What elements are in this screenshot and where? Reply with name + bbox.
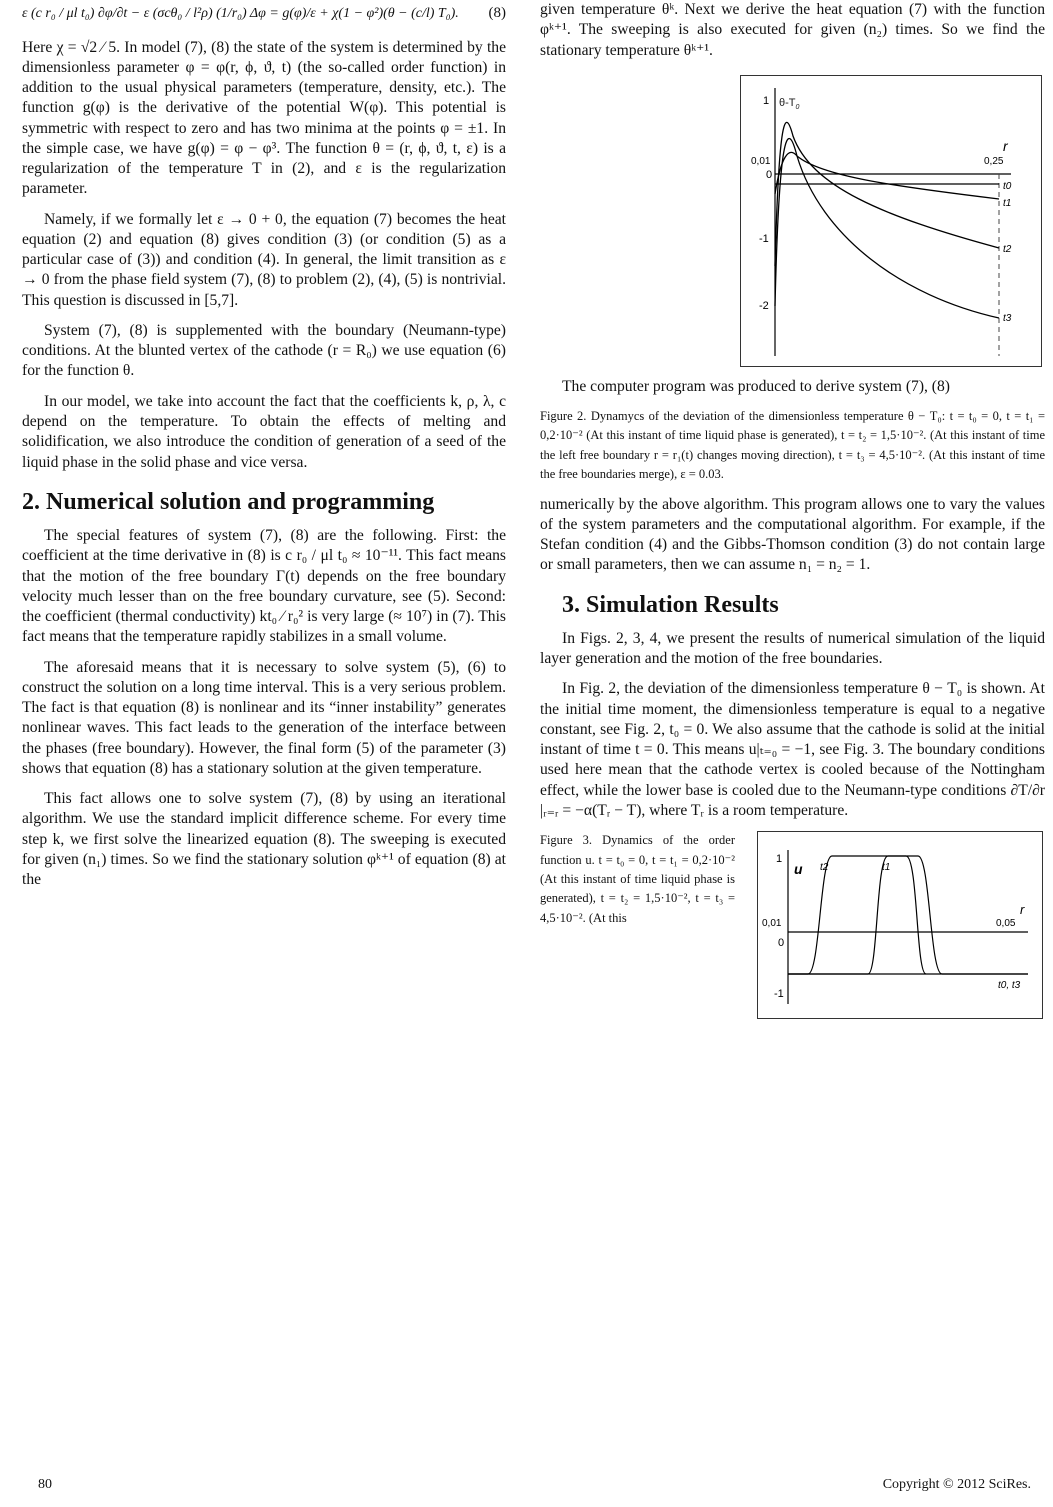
- y-axis-label: u: [794, 861, 803, 878]
- x-tick-label: 0,01: [762, 918, 782, 930]
- figure-2-plot: [741, 76, 1041, 366]
- paragraph: Here χ = √2 ⁄ 5. In model (7), (8) the state of the system is determined by the dimensionless parameter φ = φ(r, ϕ, ϑ, t) (the so-called order function) in addition to the usual physical parameters (temperature, density, etc.). The function g(φ) is the derivative of the potential W(φ). This potential is symmetric with respect to zero and has two minima at the points φ = ±1. In the simple case, we have g(φ) = φ − φ³. The function θ = (r, ϕ, ϑ, t, ε) is a regularization of the temperature T in (2), and ε is the regularization parameter.: [22, 38, 506, 198]
- y-tick-label: 0: [766, 168, 773, 181]
- x-tick-label: 0,05: [996, 918, 1016, 930]
- figure-3: [757, 831, 1043, 1019]
- equation-8-body: ε (c r₀ / μl t₀) ∂φ/∂t − ε (σcθ₀ / l²ρ) (1/r₀) Δφ = g(φ)/ε + χ(1 − φ²)(θ − (c/l) T₀).: [22, 5, 459, 21]
- paragraph: The aforesaid means that it is necessary to solve system (5), (6) to construct the solution on a long time interval. This is a very serious problem. The fact is that equation (8) is nonlinear and its “inner instability” generates nonlinear waves. This fact leads to the generation of the interface between the phases (free boundary). However, the final form (5) of the parameter (3) shows that equation (8) has a stationary solution at the given temperature.: [22, 658, 506, 777]
- figure-3-plot: [758, 832, 1042, 1018]
- section-heading: 3. Simulation Results: [562, 591, 779, 618]
- paragraph: In Figs. 2, 3, 4, we present the results of numerical simulation of the liquid layer generation and the motion of the free boundaries.: [540, 629, 1045, 668]
- paragraph: numerically by the above algorithm. This program allows one to vary the values of the system parameters and the computational algorithm. For example, if the Stefan condition (4) and the Gibbs-Thomson condition (3) do not contain large or small parameters, then we can assume n₁ = n₂ = 1.: [540, 495, 1045, 574]
- x-axis-label: r: [1003, 137, 1008, 154]
- left-column: [22, 0, 506, 901]
- figure-3-block: [540, 831, 1045, 1019]
- figure-2: [740, 75, 1042, 367]
- x-axis-label: r: [1020, 902, 1025, 918]
- paragraph: This fact allows one to solve system (7), (8) by using an iterational algorithm. We use the standard implicit difference scheme. For every time step k, we first solve the linearized equation (8). The sweeping is executed for given (n₁) times. So we find the stationary solution φᵏ⁺¹ of equation (8) at the: [22, 790, 506, 889]
- curve-t3: [775, 138, 999, 318]
- curve-label: t2: [1003, 243, 1012, 255]
- y-tick-label: 1: [776, 853, 783, 866]
- y-tick-label: 0: [778, 937, 785, 950]
- page-number: 80: [38, 1477, 52, 1492]
- curve-label: t0, t3: [998, 980, 1021, 992]
- right-column: [540, 0, 1045, 1019]
- figure-2-note: The computer program was produced to derive system (7), (8): [562, 377, 950, 395]
- paragraph: Namely, if we formally let ε → 0 + 0, the equation (7) becomes the heat equation (2) and equation (8) gives condition (3) (or condition (5) as a particular case of (3)) and condition (4). In general, the limit transition as ε → 0 from the phase field system (7), (8) to problem (2), (4), (5) is nontrivial. This question is discussed in [5,7].: [22, 210, 506, 309]
- curve-label: t0: [1003, 180, 1012, 192]
- curve-label: t1: [1003, 197, 1012, 209]
- figure-2-caption: Figure 2. Dynamycs of the deviation of the dimensionless temperature θ − T₀: t = t₀ = 0, t = t₁ = 0,2·10⁻² (At this instant of time liquid phase is generated), t = t₂ = 1,5·10⁻². (At this instant of time the left free boundary r = r₁(t) changes moving direction), t = t₃ = 4,5·10⁻². (At this instant of time the free boundaries merge), ε = 0.03.: [540, 409, 1045, 482]
- x-tick-label: 0,25: [984, 155, 1004, 167]
- curve-t2: [788, 856, 1028, 974]
- paragraph: In Fig. 2, the deviation of the dimensionless temperature θ − T₀ is shown. At the initial time moment, the dimensionless temperature is equal to a negative constant, see Fig. 2, t₀ = 0. We also assume that the cathode is solid at the initial instant of time t = 0. This means u|ₜ₌₀ = −1, see Fig. 3. The boundary conditions used here mean that the cathode vertex is cooled because of the Nottingham effect, while the lower base is cooled due to the Neumann-type conditions ∂T/∂r |ᵣ₌ᵣ = −α(Tᵣ − T), where Tᵣ is a room temperature.: [540, 680, 1045, 819]
- curve-label: t3: [1003, 312, 1012, 324]
- figure-3-caption: Figure 3. Dynamics of the order function u. t = t₀ = 0, t = t₁ = 0,2·10⁻² (At this instant of time liquid phase is generated), t = t₂ = 1,5·10⁻², t = t₃ = 4,5·10⁻². (At this: [540, 833, 735, 925]
- paragraph: The special features of system (7), (8) are the following. First: the coefficient at the time derivative in (8) is c r₀ / μl t₀ ≈ 10⁻¹¹. This fact means that the motion of the free boundary Γ(t) depends on the free boundary velocity much lesser than on the free boundary curvature, see (5). Second: the coefficient (thermal conductivity) kt₀ ⁄ r₀² is very large (≈ 10⁷) in (7). This fact means that the temperature rapidly stabilizes in a small volume.: [22, 527, 506, 646]
- curve-label: t2: [820, 862, 829, 874]
- paragraph: System (7), (8) is supplemented with the boundary (Neumann-type) conditions. At the blunted vertex of the cathode (r = R₀) we use equation (6) for the function θ.: [22, 321, 506, 380]
- paragraph: In our model, we take into account the fact that the coefficients k, ρ, λ, c depend on the temperature. To obtain the effects of melting and solidification, we also introduce the condition of generation of a seed of the liquid phase in the solid phase and vice versa.: [22, 392, 506, 471]
- x-tick-label: 0,01: [751, 155, 771, 167]
- copyright: Copyright © 2012 SciRes.: [882, 1477, 1031, 1492]
- curve-t1: [788, 856, 926, 974]
- curve-label: t1: [882, 862, 891, 874]
- curve-t1: [775, 152, 999, 199]
- y-axis-label: $\theta-T_0$: [779, 96, 800, 111]
- paragraph: given temperature θᵏ. Next we derive the heat equation (7) with the function φᵏ⁺¹. The sweeping is also executed for given (n₂) times. So we find the stationary temperature θᵏ⁺¹.: [540, 1, 1045, 59]
- y-tick-label: -1: [774, 988, 784, 1001]
- equation-8: [22, 4, 506, 24]
- equation-8-number: (8): [488, 5, 506, 21]
- y-tick-label: 1: [763, 94, 770, 107]
- section-heading: 2. Numerical solution and programming: [22, 488, 435, 515]
- y-tick-label: -2: [759, 299, 769, 312]
- y-tick-label: -1: [759, 232, 769, 245]
